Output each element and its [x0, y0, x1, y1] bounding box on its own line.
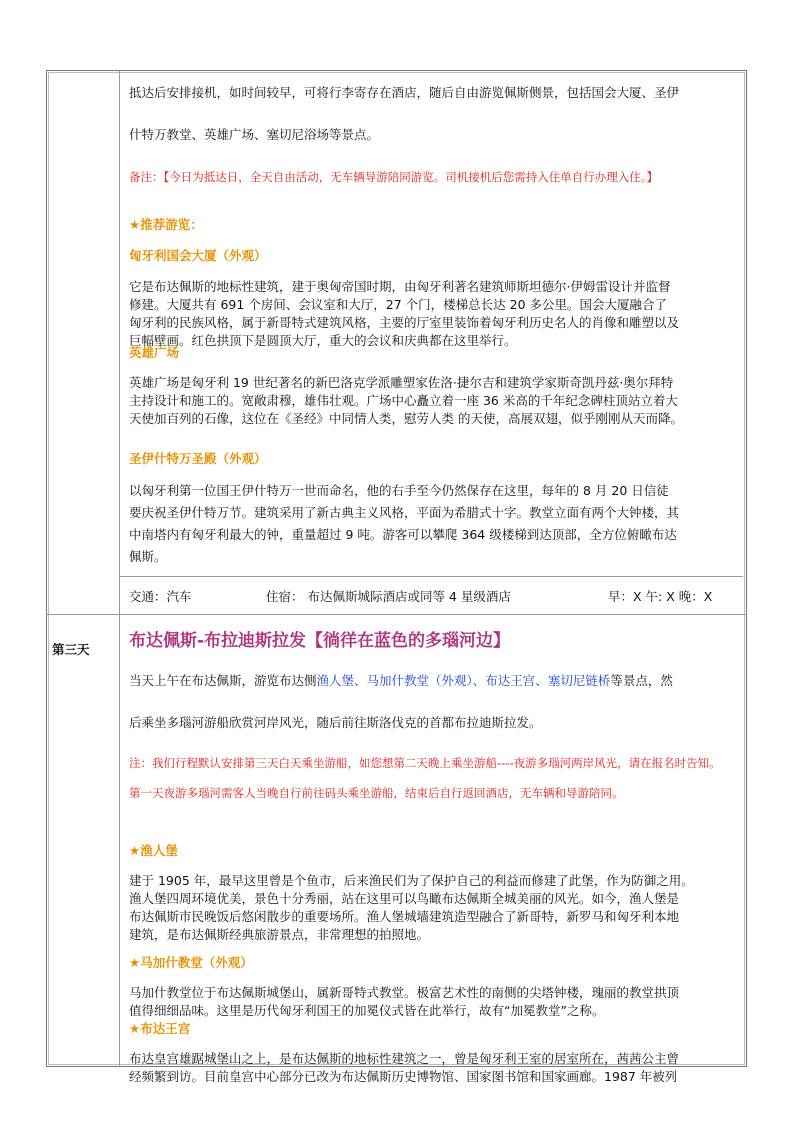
day-title: 布达佩斯-布拉迪斯拉发【徜徉在蓝色的多瑙河边】: [129, 631, 511, 651]
link-buda-castle[interactable]: 布达王宫、: [485, 673, 548, 688]
row-divider-day3: [46, 614, 747, 615]
day-label: 第三天: [52, 642, 90, 657]
day3-note-line2: 第一天夜游多瑙河需客人当晚自行前往码头乘坐游船，结束后自行返回酒店，无车辆和导游陪同。: [129, 786, 624, 800]
day2-heroes: [129, 330, 741, 428]
intro-prefix: 当天上午在布达佩斯，游览布达侧: [129, 673, 317, 688]
section-title-parliament: 匈牙利国会大厦（外观）: [129, 248, 267, 263]
matthias-line: 马加什教堂位于布达佩斯城堡山，属新哥特式教堂。极富艺术性的南侧的尖塔钟楼，瑰丽的教堂拱顶: [129, 985, 680, 1000]
fisherman-line: 建于 1905 年，最早这里曾是个鱼市，后来渔民们为了保护自己的利益而修建了此堡，作为防御之用。: [129, 873, 694, 888]
fisherman-line: 建筑，是布达佩斯经典旅游景点，非常理想的拍照地。: [129, 927, 430, 942]
basilica-line: 佩斯。: [129, 549, 167, 564]
hotel: 住宿： 布达佩斯城际酒店或同等 4 星级酒店: [266, 589, 511, 604]
parliament-line: 匈牙利的民族风格，属于新哥特式建筑风格，主要的厅室里装饰着匈牙利历史名人的肖像和雕塑以及: [129, 314, 680, 330]
section-title-buda-castle: ★布达王宫: [129, 1020, 191, 1036]
day3-intro-line1: [129, 672, 741, 690]
column-divider: [119, 70, 120, 1067]
link-fishermans-bastion[interactable]: 渔人堡、: [316, 673, 367, 688]
section-title-fishermans-bastion: ★渔人堡: [129, 842, 178, 858]
basilica-line: 以匈牙利第一位国王伊什特万一世而命名，他的右手至今仍然保存在这里，每年的 8 月 20 日信徒: [129, 483, 669, 498]
day2-note-text: 备注：【今日为抵达日，全天自由活动，无车辆导游陪同游览。司机接机后您需持入住单自行办理入住。】: [129, 169, 658, 184]
day2-basilica: [129, 436, 741, 568]
day2-note: [129, 156, 741, 198]
section-title-matthias-church: ★马加什教堂（外观）: [129, 954, 253, 970]
day3-intro: [129, 672, 741, 690]
rec-heading: ★推荐游览：: [129, 216, 203, 232]
heroes-line: 天使加百列的石像，这位在《圣经》中同情人类，慰劳人类 的天使，高展双翅，似乎刚刚从天而降。: [129, 411, 683, 426]
day3-fisherman: [129, 828, 741, 944]
basilica-line: 中南塔内有匈牙利最大的钟，重量超过 9 吨。游客可以攀爬 364 级楼梯到达顶部，全方位俯瞰布达: [129, 527, 677, 542]
buda-line: 布达皇宫雄踞城堡山之上，是布达佩斯的地标性建筑之一，曾是匈牙利王室的居室所在，茜茜公主曾: [129, 1051, 680, 1066]
fisherman-line: 布达佩斯市民晚饭后悠闲散步的重要场所。渔人堡城墙建筑造型融合了新哥特，新罗马和匈牙利本地: [129, 909, 680, 924]
day3-note-line1: 注：我们行程默认安排第三天白天乘坐游船，如您想第二天晚上乘坐游船----夜游多瑙河两岸风光，请在报名时告知。: [129, 755, 721, 770]
meals: 早：X 午: X 晚：X: [608, 589, 713, 604]
parliament-line: 巨幅壁画。红色拱顶下是圆顶大厅，重大的会议和庆典都在这里举行。: [129, 332, 517, 348]
day2-intro-line1: 抵达后安排接机，如时间较早，可将行李寄存在酒店，随后自由游览佩斯侧景，包括国会大厦、圣伊: [129, 85, 680, 100]
basilica-line: 要庆祝圣伊什特万节。建筑采用了新古典主义风格，平面为希腊式十字。教堂立面有两个大钟楼，其: [129, 505, 680, 520]
intro-suffix: 等景点，然: [610, 673, 673, 688]
parliament-line: 它是布达佩斯的地标性建筑，建于奥匈帝国时期，由匈牙利著名建筑师斯坦德尔·伊姆雷设计并监督: [129, 278, 671, 294]
buda-line: 经频繁到访。目前皇宫中心部分已改为布达佩斯历史博物馆、国家图书馆和国家画廊。1987 年被列: [129, 1069, 678, 1084]
day3-note: [129, 742, 741, 815]
transport: 交通：汽车: [129, 589, 192, 604]
section-title-basilica: 圣伊什特万圣殿（外观）: [129, 450, 267, 466]
link-chain-bridge[interactable]: 塞切尼链桥: [547, 673, 611, 688]
day3-intro-2: [129, 714, 741, 732]
day2-intro-line2: 什特万教堂、英雄广场、塞切尼浴场等景点。: [129, 127, 380, 142]
parliament-line: 修建。大厦共有 691 个房间、会议室和大厅，27 个门，楼梯总长达 20 多公里。国会大厦融合了: [129, 296, 668, 312]
heroes-line: 主持设计和施工的。宽敞肃穆，雄伟壮观。广场中心矗立着一座 36 米高的千年纪念碑柱顶站立着大: [129, 393, 678, 408]
day3-intro-line2: 后乘坐多瑙河游船欣赏河岸风光，随后前往斯洛伐克的首都布拉迪斯拉发。: [129, 715, 542, 730]
link-matthias-church[interactable]: 马加什教堂（外观）、: [366, 673, 486, 688]
section-title-heroes-square: 英雄广场: [129, 344, 180, 360]
day2-intro: [129, 84, 741, 102]
fisherman-line: 渔人堡四周环境优美，景色十分秀丽，站在这里可以鸟瞰布达佩斯全城美丽的风光。如今，渔人堡是: [129, 891, 680, 906]
day2-intro-2: [129, 126, 741, 144]
day2-rec: [129, 202, 741, 350]
day3-buda: [129, 1006, 741, 1086]
row-divider: [119, 576, 743, 577]
matthias-line: 值得细细品味。这里是历代匈牙利国王的加冕仪式皆在此举行，故有“加冕教堂”之称。: [129, 1003, 605, 1018]
heroes-line: 英雄广场是匈牙利 19 世纪著名的新巴洛克学派雕塑家佐洛·捷尔吉和建筑学家斯奇凯丹兹·奥尔拜特: [129, 375, 674, 390]
